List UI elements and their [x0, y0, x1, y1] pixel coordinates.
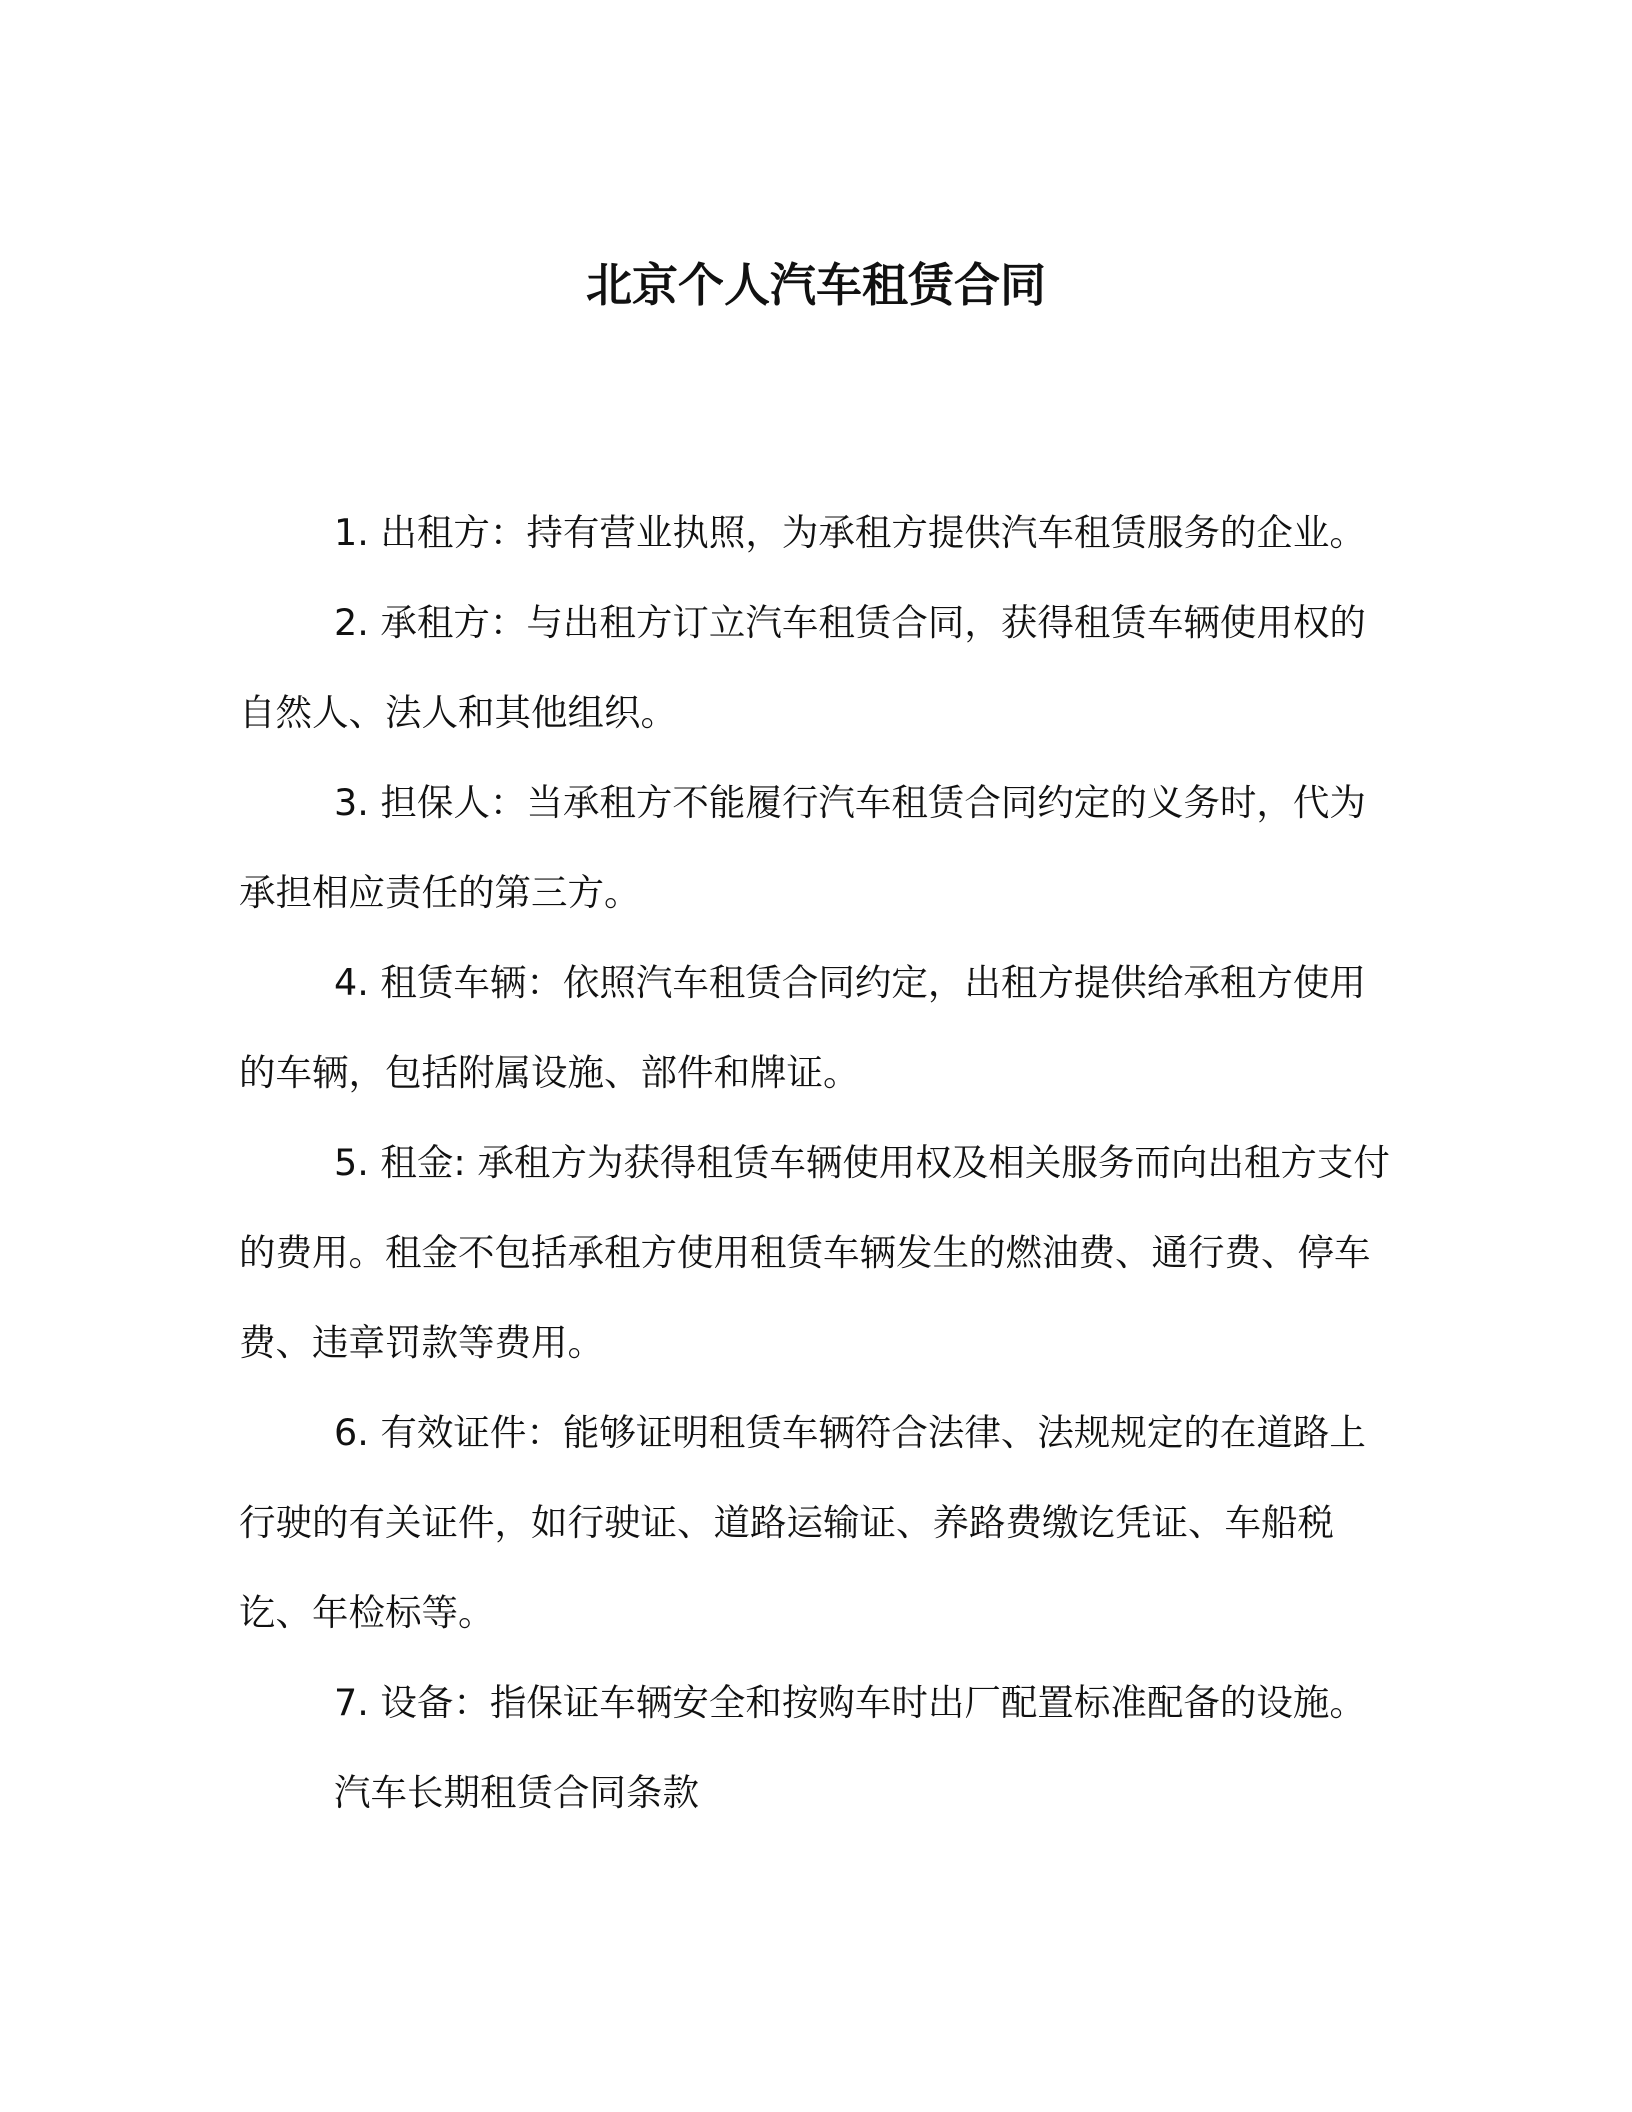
paragraph-rental-vehicle: 4. 租赁车辆：依照汽车租赁合同约定，出租方提供给承租方使用的车辆，包括附属设施、部件和牌证。 — [239, 961, 1366, 1094]
paragraph-lessor: 1. 出租方：持有营业执照，为承租方提供汽车租赁服务的企业。 — [334, 511, 1366, 554]
section-heading-long-term-terms: 汽车长期租赁合同条款 — [334, 1771, 699, 1814]
document-body — [239, 488, 1394, 1838]
paragraph-rent: 5. 租金: 承租方为获得租赁车辆使用权及相关服务而向出租方支付的费用。租金不包括承租方使用租赁车辆发生的燃油费、通行费、停车费、违章罚款等费用。 — [239, 1141, 1390, 1364]
paragraph-guarantor: 3. 担保人：当承租方不能履行汽车租赁合同约定的义务时，代为承担相应责任的第三方。 — [239, 781, 1366, 914]
paragraph-equipment: 7. 设备：指保证车辆安全和按购车时出厂配置标准配备的设施。 — [334, 1681, 1366, 1724]
paragraph-lessee: 2. 承租方：与出租方订立汽车租赁合同，获得租赁车辆使用权的自然人、法人和其他组织。 — [239, 601, 1366, 734]
paragraph-valid-documents: 6. 有效证件：能够证明租赁车辆符合法律、法规规定的在道路上行驶的有关证件，如行驶证、道路运输证、养路费缴讫凭证、车船税讫、年检标等。 — [239, 1411, 1366, 1634]
document-title: 北京个人汽车租赁合同 — [586, 257, 1046, 312]
